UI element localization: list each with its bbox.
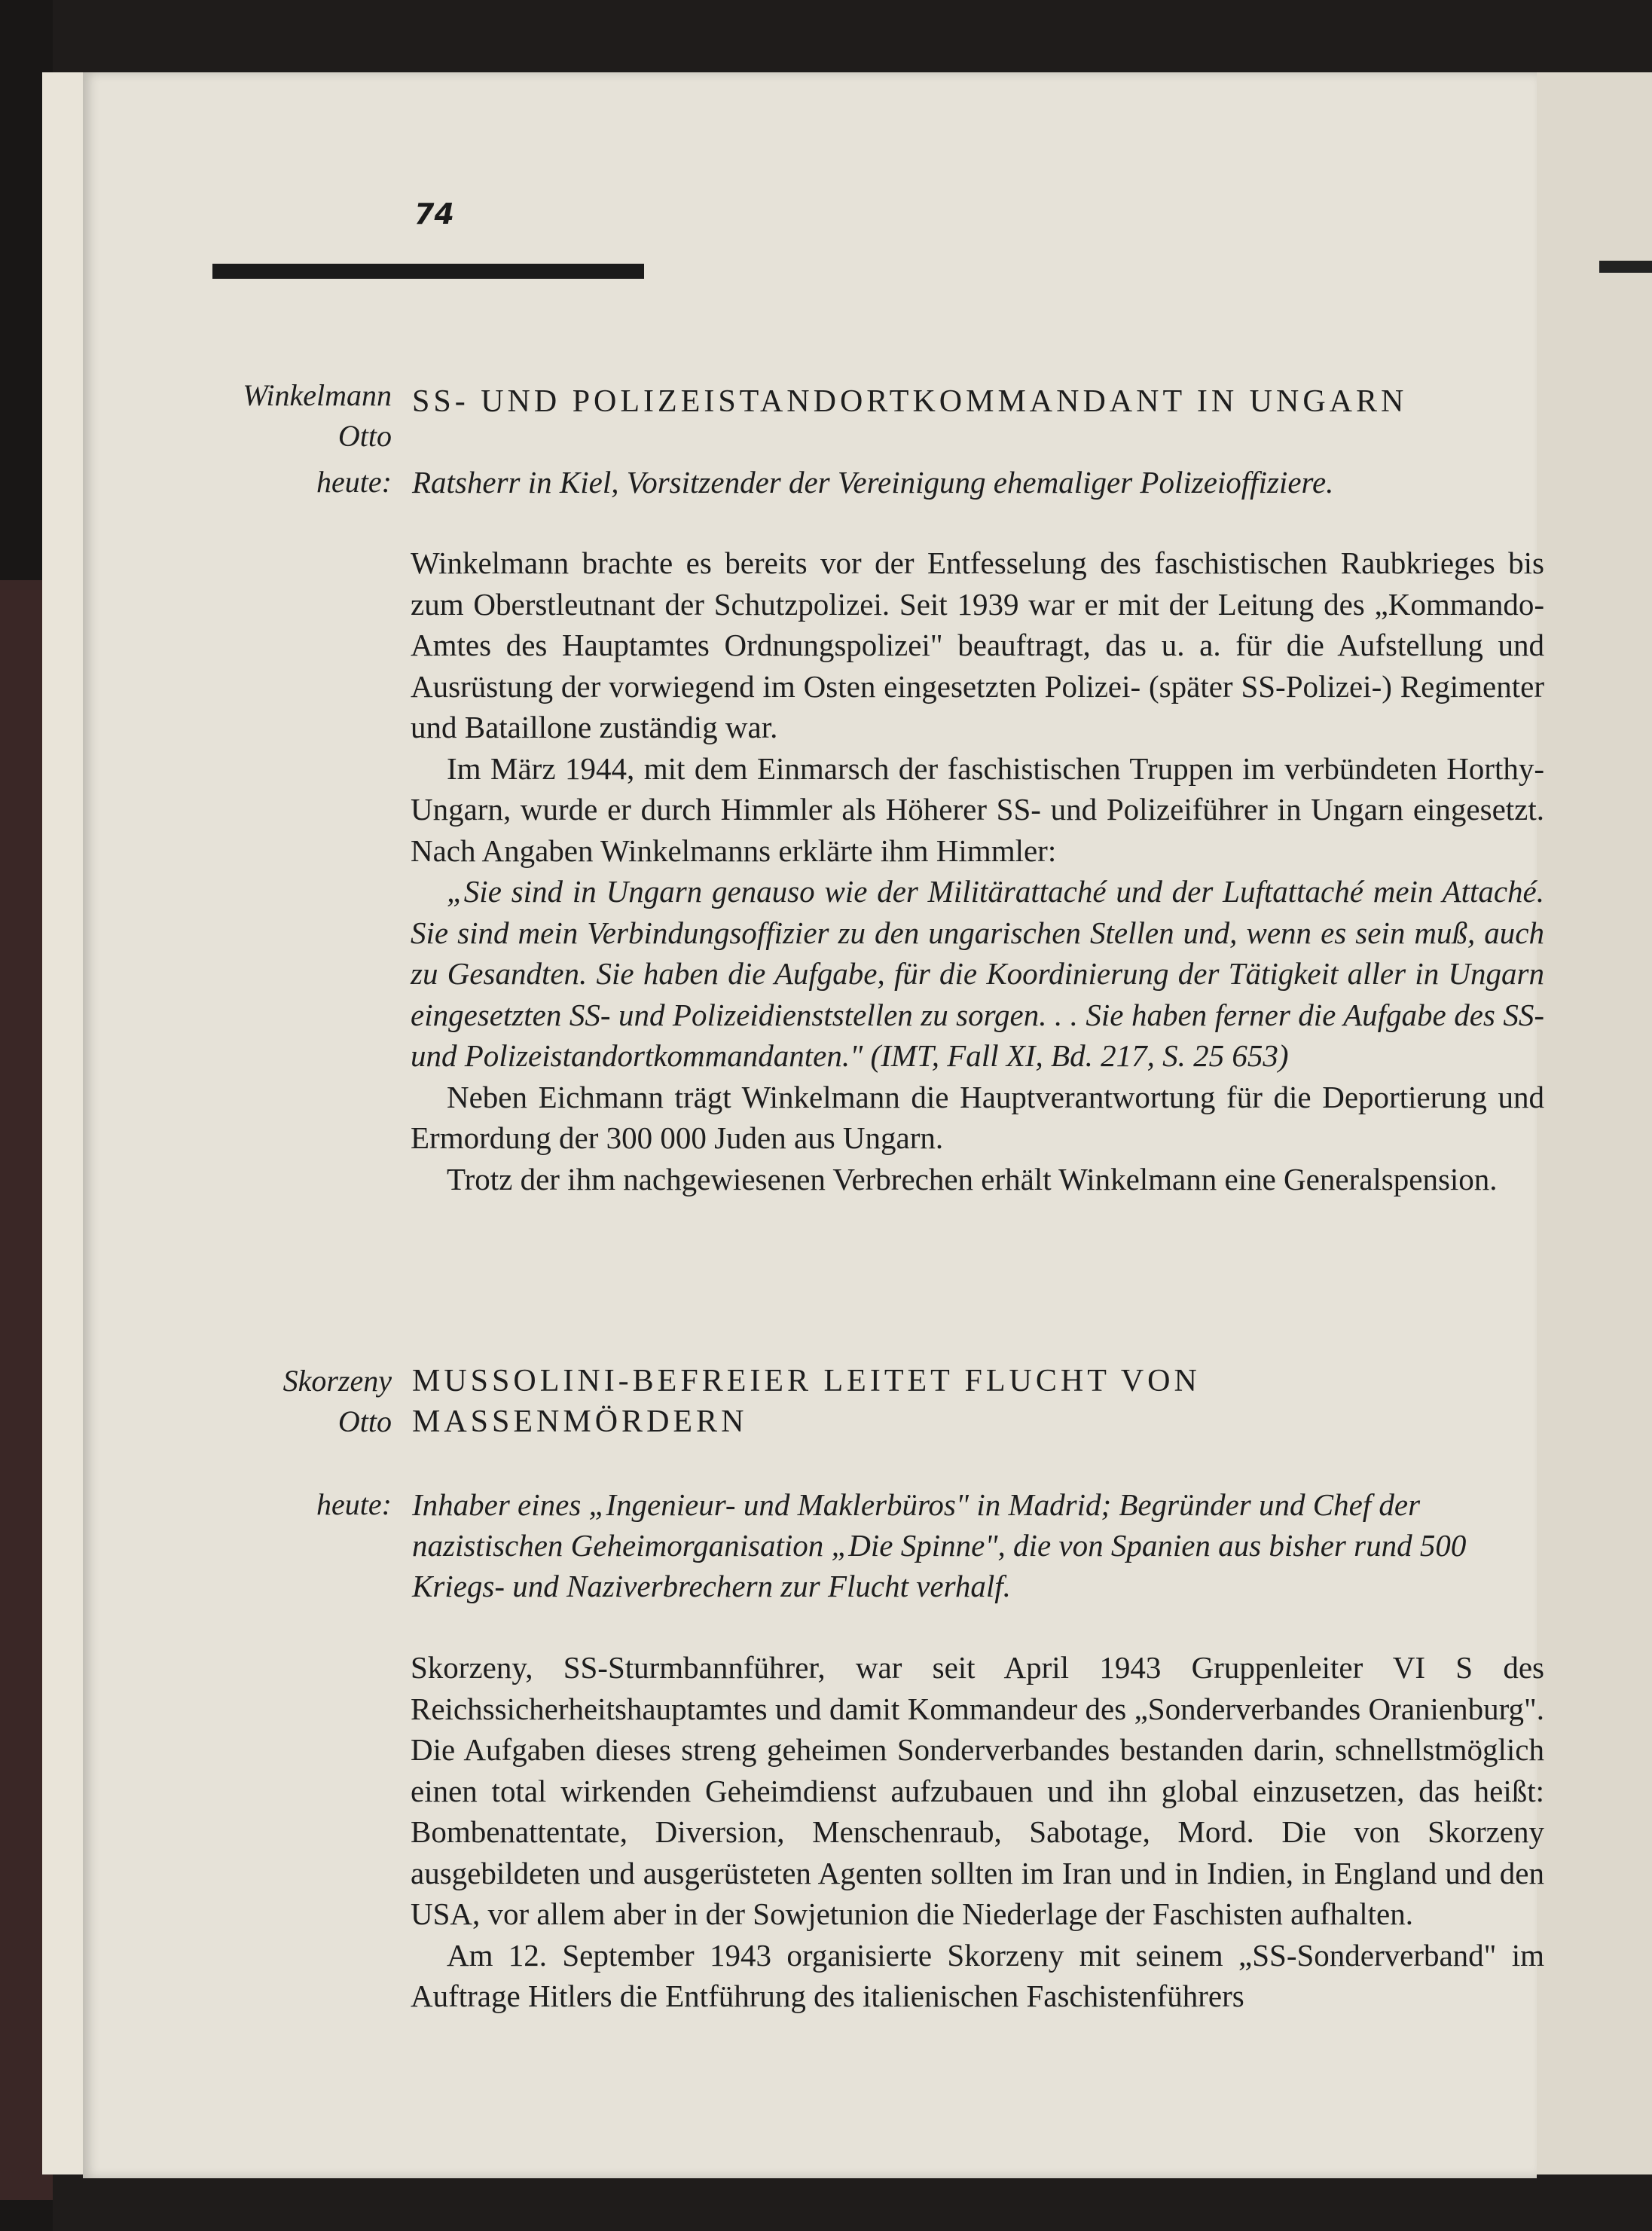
section-body (411, 1647, 1544, 2017)
paragraph: Trotz der ihm nachgewiesenen Verbrechen erhält Winkelmann eine Generalspension. (447, 1161, 1498, 1196)
today-description: Inhaber eines „Ingenieur- und Maklerbüros" in Madrid; Begründer und Chef der nazistischen Geheimorganisation „Die Spinne", die von Spanien aus bisher rund 500 Kriegs- und Naziverbrechern zur Flucht verhalf. (412, 1487, 1467, 1603)
section-body (411, 542, 1544, 1200)
today-label: heute: (316, 465, 392, 499)
today-label: heute: (316, 1487, 392, 1521)
person-surname: Winkelmann (243, 378, 392, 412)
section-heading: SS- UND POLIZEISTANDORTKOMMANDANT IN UNGARN (412, 384, 1408, 419)
facing-page-rule (1599, 261, 1652, 273)
paragraph: Winkelmann brachte es bereits vor der Entfesselung des faschistischen Raubkrieges bis zum Oberstleutnant der Schutzpolizei. Seit 1939 war er mit der Leitung des „Kommando-Amtes des Hauptamtes Ordnungspolizei" beauftragt, das u. a. für die Aufstellung und Ausrüstung der vorwiegend im Osten eingesetzten Polizei- (später SS-Polizei-) Regimenter und Bataillone zuständig war. (411, 546, 1544, 744)
person-firstname: Otto (337, 1404, 392, 1438)
person-surname: Skorzeny (282, 1364, 392, 1398)
quotation: „Sie sind in Ungarn genauso wie der Militärattaché und der Luftattaché mein Attaché. Sie sind mein Verbindungsoffizier zu den ungarischen Stellen und, wenn es sein muß, auch zu Gesandten. Sie haben die Aufgabe, für die Koordinierung der Tätigkeit aller in Ungarn eingesetzten SS- und Polizeidienststellen zu sorgen. . . Sie haben ferner die Aufgabe des SS- und Polizeistandortkommandanten." (IMT, Fall XI, Bd. 217, S. 25 653) (411, 874, 1544, 1073)
paragraph: Neben Eichmann trägt Winkelmann die Hauptverantwortung für die Deportierung und Ermordung der 300 000 Juden aus Ungarn. (411, 1079, 1544, 1155)
header-rule (212, 264, 644, 279)
section-heading-line2: MASSENMÖRDERN (412, 1404, 748, 1439)
section-heading: MUSSOLINI-BEFREIER LEITET FLUCHT VON (412, 1364, 1201, 1398)
today-description: Ratsherr in Kiel, Vorsitzender der Vereinigung ehemaliger Polizeioffiziere. (412, 465, 1334, 500)
paragraph: Skorzeny, SS-Sturmbannführer, war seit April 1943 Gruppenleiter VI S des Reichssicherheitshauptamtes und damit Kommandeur des „Sonderverbandes Oranienburg". Die Aufgaben dieses streng geheimen Sonderverbandes bestanden darin, schnellstmöglich einen total wirkenden Geheimdienst aufzubauen und ihn global einzusetzen, das heißt: Bombenattentate, Diversion, Menschenraub, Sabotage, Mord. Die von Skorzeny ausgebildeten und ausgerüsteten Agenten sollten im Iran und in Indien, in England und den USA, vor allem aber in der Sowjetunion die Niederlage der Faschisten aufhalten. (411, 1650, 1544, 1931)
paragraph: Am 12. September 1943 organisierte Skorzeny mit seinem „SS-Sonderverband" im Auftrage Hitlers die Entführung des italienischen Faschistenführers (411, 1937, 1544, 2013)
page-number: 74 (414, 197, 454, 231)
paragraph: Im März 1944, mit dem Einmarsch der faschistischen Truppen im verbündeten Horthy-Ungarn, wurde er durch Himmler als Höherer SS- und Polizeiführer in Ungarn eingesetzt. Nach Angaben Winkelmanns erklärte ihm Himmler: (411, 750, 1544, 868)
person-firstname: Otto (337, 419, 392, 453)
